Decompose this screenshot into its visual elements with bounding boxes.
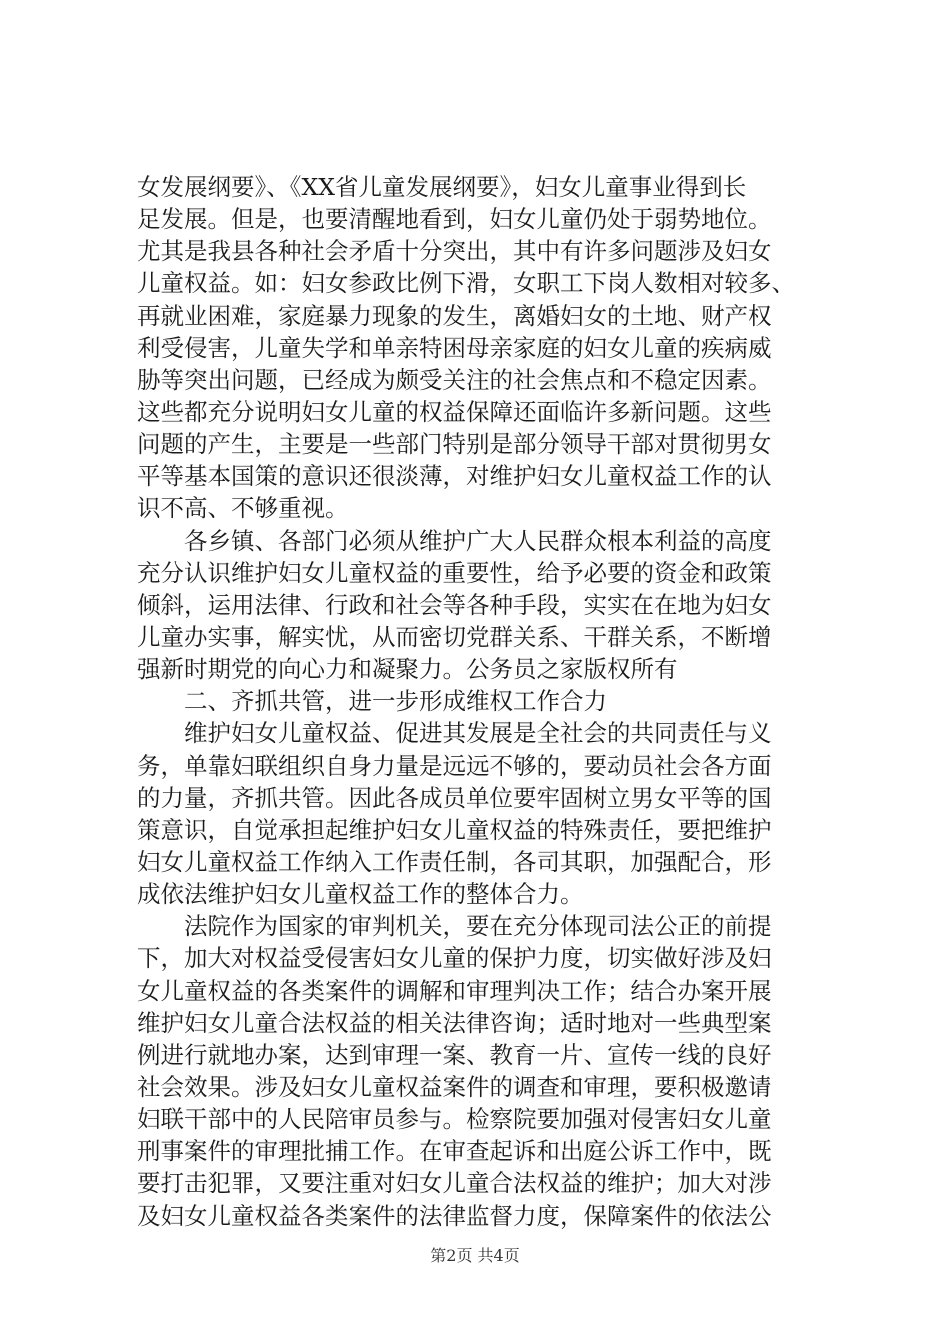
text-line: 强新时期党的向心力和凝聚力。公务员之家版权所有 (137, 655, 678, 684)
text-line: 问题的产生，主要是一些部门特别是部分领导干部对贯彻男女 (137, 430, 772, 459)
text-line: 再就业困难，家庭暴力现象的发生，离婚妇女的土地、财产权 (137, 301, 772, 330)
text-line: 要打击犯罪，又要注重对妇女儿童合法权益的维护；加大对涉 (137, 1169, 772, 1198)
text-line: 充分认识维护妇女儿童权益的重要性，给予必要的资金和政策 (137, 558, 772, 587)
text-line: 成依法维护妇女儿童权益工作的整体合力。 (137, 880, 584, 909)
text-line: 刑事案件的审理批捕工作。在审查起诉和出庭公诉工作中，既 (137, 1137, 772, 1166)
text-line: 策意识，自觉承担起维护妇女儿童权益的特殊责任，要把维护 (137, 815, 772, 844)
text-line: 各乡镇、各部门必须从维护广大人民群众根本利益的高度 (137, 526, 772, 555)
text-line: 维护妇女儿童合法权益的相关法律咨询；适时地对一些典型案 (137, 1008, 772, 1037)
page-footer: 第2页 共4页 (430, 1246, 520, 1265)
text-line: 例进行就地办案，达到审理一案、教育一片、宣传一线的良好 (137, 1040, 772, 1069)
text-line: 及妇女儿童权益各类案件的法律监督力度，保障案件的依法公 (137, 1201, 772, 1230)
text-line: 女发展纲要》、《XX省儿童发展纲要》，妇女儿童事业得到长 (137, 173, 747, 201)
text-line: 利受侵害，儿童失学和单亲特困母亲家庭的妇女儿童的疾病威 (137, 333, 772, 362)
text-line: 法院作为国家的审判机关，要在充分体现司法公正的前提 (137, 912, 772, 941)
text-line: 女儿童权益的各类案件的调解和审理判决工作；结合办案开展 (137, 976, 772, 1005)
text-line: 维护妇女儿童权益、促进其发展是全社会的共同责任与义 (137, 719, 772, 748)
text-line: 尤其是我县各种社会矛盾十分突出，其中有许多问题涉及妇女 (137, 237, 772, 266)
text-line: 务，单靠妇联组织自身力量是远远不够的，要动员社会各方面 (137, 751, 772, 780)
body-text (137, 171, 831, 1232)
text-line: 下，加大对权益受侵害妇女儿童的保护力度，切实做好涉及妇 (137, 944, 772, 973)
text-line: 妇女儿童权益工作纳入工作责任制，各司其职，加强配合，形 (137, 847, 772, 876)
text-line: 这些都充分说明妇女儿童的权益保障还面临许多新问题。这些 (137, 397, 772, 426)
text-line: 社会效果。涉及妇女儿童权益案件的调查和审理，要积极邀请 (137, 1072, 772, 1101)
text-line: 妇联干部中的人民陪审员参与。检察院要加强对侵害妇女儿童 (137, 1105, 772, 1134)
text-line: 儿童权益。如：妇女参政比例下滑，女职工下岗人数相对较多、 (137, 269, 795, 298)
text-line: 的力量，齐抓共管。因此各成员单位要牢固树立男女平等的国 (137, 783, 772, 812)
text-line: 二、齐抓共管，进一步形成维权工作合力 (137, 687, 607, 716)
text-line: 足发展。但是，也要清醒地看到，妇女儿童仍处于弱势地位。 (137, 205, 772, 234)
text-line: 平等基本国策的意识还很淡薄，对维护妇女儿童权益工作的认 (137, 462, 772, 491)
text-line: 胁等突出问题，已经成为颇受关注的社会焦点和不稳定因素。 (137, 365, 772, 394)
text-line: 儿童办实事，解实忧，从而密切党群关系、干群关系，不断增 (137, 622, 772, 651)
text-line: 倾斜，运用法律、行政和社会等各种手段，实实在在地为妇女 (137, 590, 772, 619)
text-line: 识不高、不够重视。 (137, 494, 349, 523)
